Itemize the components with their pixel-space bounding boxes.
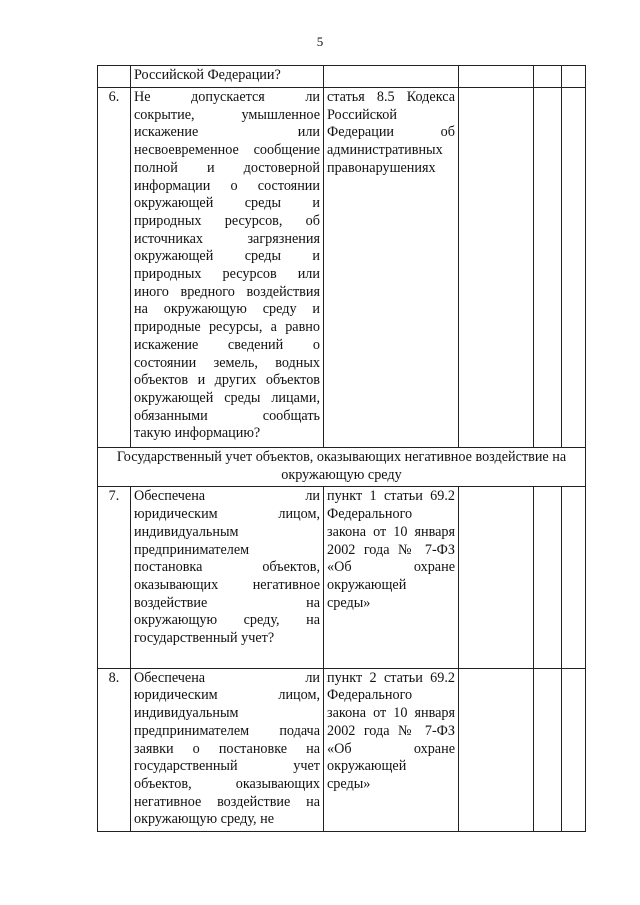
text-line: индивидуальным <box>134 523 239 540</box>
text-line: Не допускается ли <box>134 89 320 105</box>
answer-cell-yes <box>459 66 534 88</box>
legal-reference <box>324 487 459 668</box>
text-line: окружающую среду, на <box>134 612 320 629</box>
text-line: среды» <box>327 594 371 611</box>
text-line: 2002 года № 7-ФЗ <box>327 722 455 739</box>
text-line: окружающей <box>327 758 407 775</box>
answer-cell-na <box>562 88 586 448</box>
text-line: предпринимателем <box>134 541 250 558</box>
text-line: окружающей среды и <box>134 195 320 212</box>
table-row <box>98 88 586 448</box>
answer-cell-no <box>534 487 562 668</box>
page-number: 5 <box>316 34 324 49</box>
text-line: объектов, оказывающих <box>134 775 320 792</box>
text-line: полной и достоверной <box>134 159 320 176</box>
text-line: юридическим лицом, <box>134 687 320 704</box>
requirement-question <box>131 88 324 448</box>
text-line: сокрытие, умышленное <box>134 106 320 123</box>
text-line: окружающую среду, не <box>134 811 275 828</box>
item-number: 7. <box>98 487 131 668</box>
text-line: индивидуальным <box>134 705 239 722</box>
text-line: пункт 1 статьи 69.2 <box>327 488 455 505</box>
answer-cell-na <box>562 668 586 831</box>
text-line: на окружающую среду и <box>134 301 320 318</box>
text-line: негативное воздействие на <box>134 793 320 810</box>
text-line: статья 8.5 Кодекса <box>327 89 455 105</box>
answer-cell-no <box>534 88 562 448</box>
text-line: объектов и других объектов <box>134 372 320 389</box>
text-line: Федерального <box>327 687 413 704</box>
text-line: природные ресурсы, а равно <box>134 319 320 336</box>
text-line: обязанными сообщать <box>134 407 320 424</box>
text-line: Федерального <box>327 506 413 523</box>
text-line: Российской <box>327 106 397 123</box>
item-number: 6. <box>98 88 131 448</box>
requirement-question <box>131 668 324 831</box>
text-line: источниках загрязнения <box>134 230 320 247</box>
text-line: пункт 2 статьи 69.2 <box>327 669 455 686</box>
item-number <box>98 66 131 88</box>
text-line: искажение или <box>134 124 320 141</box>
section-title: Государственный учет объектов, оказывающих негативное воздействие на окружающую среду <box>98 448 586 487</box>
answer-cell-yes <box>459 88 534 448</box>
text-line: юридическим лицом, <box>134 506 320 523</box>
text-line: природных ресурсов или <box>134 266 320 283</box>
text-line: Обеспечена ли <box>134 488 320 505</box>
text-line: предпринимателем подача <box>134 722 320 739</box>
text-line: закона от 10 января <box>327 523 455 540</box>
table-row <box>98 66 586 88</box>
text-line: воздействие на <box>134 594 320 611</box>
legal-reference <box>324 88 459 448</box>
text-line: искажение сведений о <box>134 336 320 353</box>
answer-cell-na <box>562 487 586 668</box>
legal-reference <box>324 668 459 831</box>
text-line: постановка объектов, <box>134 559 320 576</box>
requirement-question <box>131 66 324 88</box>
section-header-row <box>98 448 586 487</box>
text-line: такую информацию? <box>134 425 261 442</box>
text-line: окружающей <box>327 576 407 593</box>
text-line: «Об охране <box>327 559 455 576</box>
answer-cell-na <box>562 66 586 88</box>
text-line: иного вредного воздействия <box>134 283 320 300</box>
text-line: среды» <box>327 775 371 792</box>
text-line: информации о состоянии <box>134 177 320 194</box>
text-line: окружающей среды и <box>134 248 320 265</box>
text-line: окружающей среды лицами, <box>134 389 320 406</box>
table-body <box>98 66 586 832</box>
text-line: заявки о постановке на <box>134 740 320 757</box>
text-line: состоянии земель, водных <box>134 354 320 371</box>
text-line: административных <box>327 142 443 159</box>
answer-cell-yes <box>459 668 534 831</box>
answer-cell-no <box>534 668 562 831</box>
item-number: 8. <box>98 668 131 831</box>
text-line: государственный учет <box>134 758 320 775</box>
table-row <box>98 668 586 831</box>
text-line: природных ресурсов, об <box>134 212 320 229</box>
legal-reference <box>324 66 459 88</box>
table-row <box>98 487 586 668</box>
text-line: Российской Федерации? <box>134 67 281 83</box>
text-line: Обеспечена ли <box>134 669 320 686</box>
answer-cell-no <box>534 66 562 88</box>
text-line: Федерации об <box>327 124 455 141</box>
requirements-table <box>97 65 586 832</box>
text-line: закона от 10 января <box>327 705 455 722</box>
answer-cell-yes <box>459 487 534 668</box>
text-line: государственный учет? <box>134 630 275 647</box>
text-line: несвоевременное сообщение <box>134 142 320 159</box>
text-line: правонарушениях <box>327 159 436 176</box>
requirement-question <box>131 487 324 668</box>
text-line: оказывающих негативное <box>134 576 320 593</box>
text-line: «Об охране <box>327 740 455 757</box>
text-line: 2002 года № 7-ФЗ <box>327 541 455 558</box>
